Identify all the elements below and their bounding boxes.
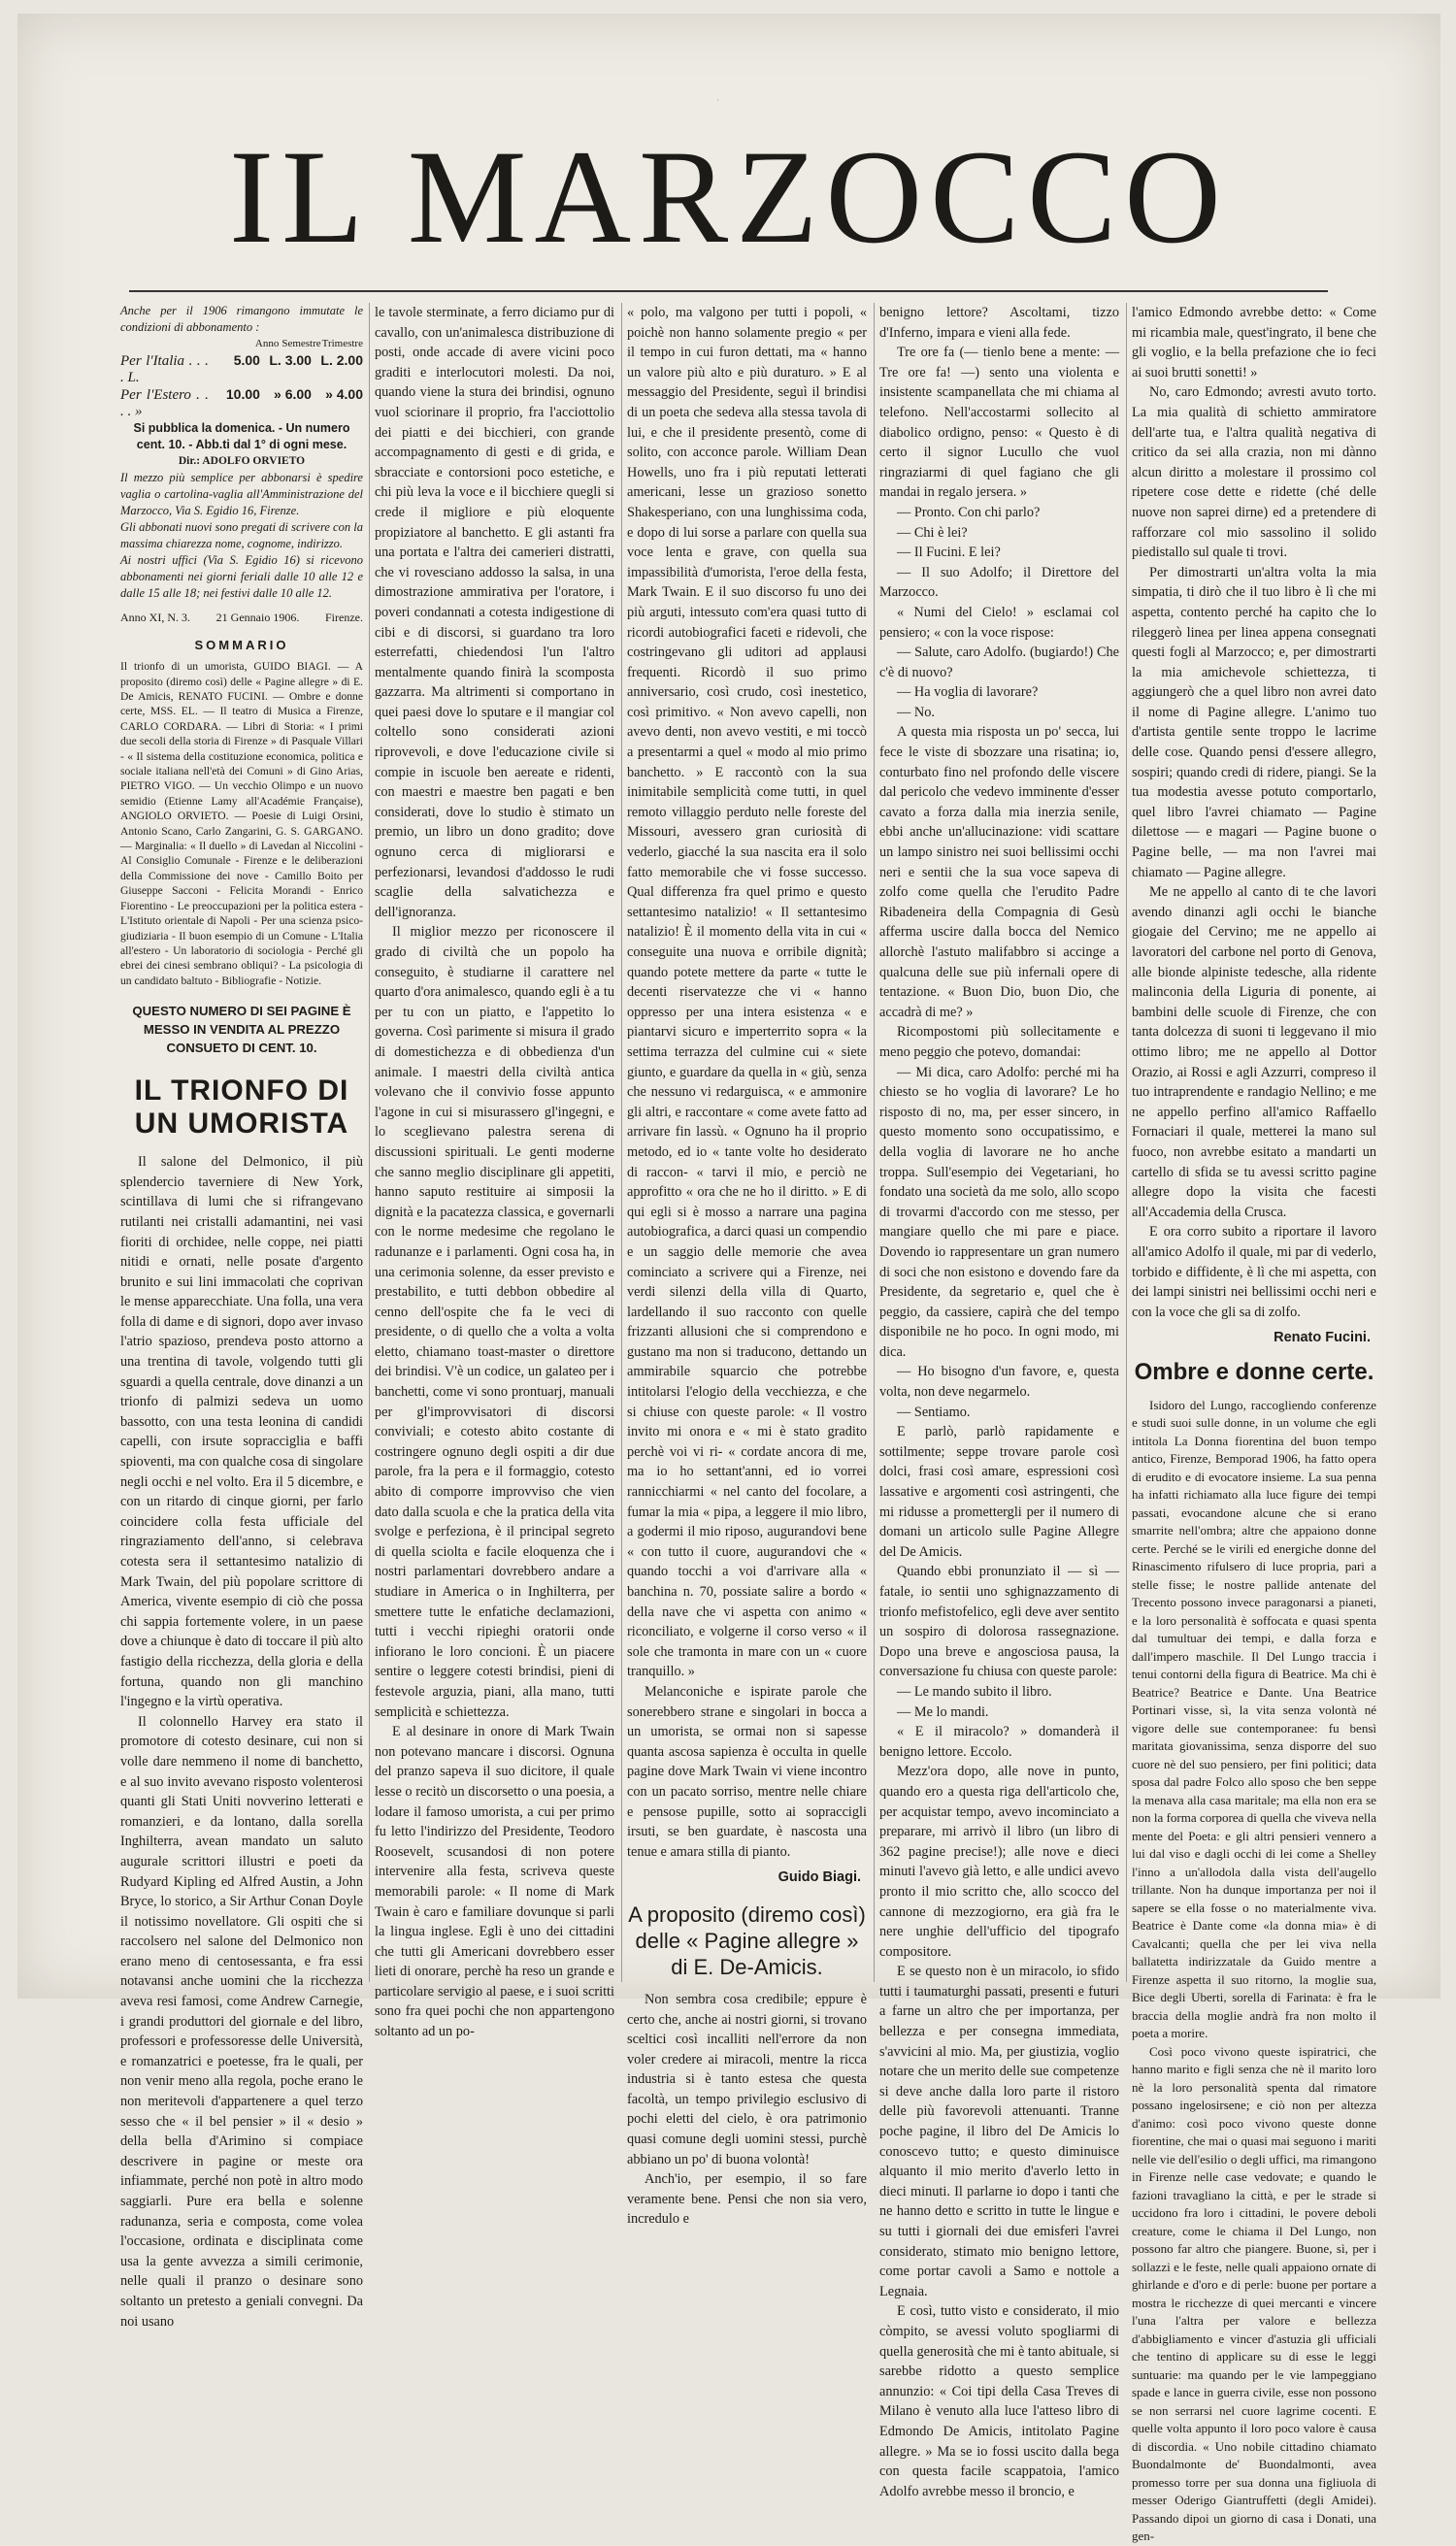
newspaper-page xyxy=(17,14,1440,2544)
issue-line xyxy=(120,608,363,628)
article-2-paragraph: No, caro Edmondo; avresti avuto torto. La mia qualità di schietto ammiratore dell'arte tua, e l'altra qualità negativa di critico da sei alla crazia, non mi dànno alcun diritto a molestare il prossimo col ripetere cose dette e ridette (ché delle nuove non saprei dirne) ed a pretendere di rafforzare col mio sassolino il solido piedistallo sul quale ti trovi. xyxy=(1132,384,1376,561)
sommario-text: Il trionfo di un umorista, GUIDO BIAGI. — A proposito (diremo così) delle « Pagine allegre » di E. De Amicis, RENATO FUCINI. — Ombre e donne certe, MSS. EL. — Il teatro di Musica a Firenze, CARLO CORDARA. — Libri di Storia: « I primi due secoli della storia di Firenze » di Pasquale Villari - « Il sistema della costituzione economica, politica e sociale italiana nell'età dei Comuni » di Gino Arias, PIETRO VIGO. — Un vecchio Olimpo e un nuovo semidio (Etienne Lamy all'Académie Française), ANGIOLO ORVIETO. — Poesie di Luigi Orsini, Antonio Scano, Carlo Zangarini, G. S. GARGANO. — Marginalia: « Il duello » di Lavedan al Niccolini - Al Consiglio Comunale - Firenze e le deliberazioni della Commissione dei nove - Camillo Boito per Giuseppe Sacconi - Felicita Morandi - Enrico Fiorentino - Le preoccupazioni per la politica estera - L'Istituto orientale di Napoli - Per una scienza psico-giudiziaria - Il buon esempio di un Comune - L'Italia all'estero - Un laboratorio di sociologia - Perché gli ebrei dei cinesi sembrano obliqui? - La psicologia di un candidato baltuto - Bibliografie - Notizie. xyxy=(120,660,363,987)
article-2-paragraph: Ricompostomi più sollecitamente e meno peggio che potevo, domandai: xyxy=(879,1024,1119,1060)
price-semestre: » 6.00 xyxy=(274,386,312,402)
article-2-paragraph: Anch'io, per esempio, il so fare veramente bene. Pensi che non sia vero, incredulo e xyxy=(627,2171,867,2228)
column-rule xyxy=(369,303,370,1982)
article-2-paragraph: — Pronto. Con chi parlo? xyxy=(897,504,1041,520)
subscription-headers xyxy=(120,336,363,352)
article-2-paragraph: Per dimostrarti un'altra volta la mia simpatia, ti dirò che il tuo libro è lì che mi aspetta, contento perché ha capito che lo rileggerò linea per linea appena consegnati questi fogli al Marzocco; e, per dimostrarti la mia amichevole schiettezza, ti aggiungerò che a quel libro non avrei dato il nome di Pagine allegre. L'animo tuo d'artista gentile sente troppo le lacrime delle cose. Quando pensi d'essere allegro, sospiri; quando credi di ridere, piangi. Se la tua modestia avesse potuto comportarlo, quel libro l'avrei chiamato — Pagine dilettose — e magari — Pagine buone o Pagine belle, — ma non l'avrei mai chiamato — Pagine allegre. xyxy=(1132,564,1376,880)
column-3 xyxy=(627,303,867,2228)
article-1-paragraph: Il colonnello Harvey era stato il promotore di cotesto desinare, cui non si volle dare nemmeno il nome di banchetto, e al suo invito avevano risposto volenterosi quanti gli Stati Uniti novverino letterati e romanzieri, e da lontano, dalla sorella Inghilterra, avean mandato un saluto augurale scrittori illustri e poeti da Rudyard Kipling ed Alfred Austin, a John Bryce, lo storico, a Sir Arthur Conan Doyle il notissimo novellatore. Gli ospiti che si raccolsero nel salone del Delmonico non erano meno di centosessanta, e fra essi notavansi anche uomini che la ricchezza aveva resi famosi, come Andrew Carnegie, i grandi produttori del giornale e del libro, professori e professoresse delle Università, e romanzatrici e poetesse, fra le quali, per non venir meno alla regola, poche erano le non meritevoli d'appartenere a quel terzo sesso che « il bel pensier » il « desio » della bella d'Arimino si compiace descrivere in pagine or meste ora infiammate, perché non potè in altro modo saggiarli. Pure era bella e solenne radunanza, seria e composta, come volea l'occasione, ordinata e disciplinata come usa la gente avvezza a simili cerimonie, nelle quali il pranzo o desinare sono soltanto un pretesto a geniali convegni. Da noi usano xyxy=(120,1713,363,2330)
publication-line: Si pubblica la domenica. - Un numero cent. 10. - Abb.ti dal 1° di ogni mese. xyxy=(133,421,350,451)
article-1-paragraph: Melanconiche e ispirate parole che sonerebbero strane e singolari in bocca a un umorista, se ormai non si sapesse quanta ascosa sapienza è occulta in quelle pagine dove Mark Twain vi viene incontro con un pacato sorriso, mentre nelle chiare e pensose pupille, sotto ai sopraccigli irsuti, se ben guardate, è nascosta una tenue e amara stilla di pianto. xyxy=(627,1683,867,1860)
article-2-paragraph: — Mi dica, caro Adolfo: perché mi ha chiesto se ho voglia di lavorare? Le ho risposto di no, ma, per esser sincero, in questo momento sono occupatissimo, e della voglia di lavorare ne ho anche troppa. Sull'esempio dei Vegetariani, ho fondato una società da me solo, allo scopo di trovarmi d'accordo con me stesso, per mangiare quello che mi pare e piace. Dovendo io rappresentare un gran numero di soci che non esistono e dovendo fare da Presidente, da segretario e, quel che è peggio, da cassiere, capirà che del tempo disponibile ne ho poco. In ogni modo, mi dica. xyxy=(879,1064,1119,1360)
price-anno: 10.00 xyxy=(225,386,260,402)
price-label-italia: Per l'Italia . . . . L. xyxy=(120,353,209,385)
article-2-paragraph: Me ne appello al canto di te che lavori avendo dinanzi agli occhi le bianche giogaie del Cervino; me ne appello ai lavoratori del carbone nel porto di Genova, alle bionde alpiniste tedesche, alla ridente malinconia della Liguria di ponente, ai bambini delle scuole di Firenze, che con tanta dolcezza di suoni ti leggevano il mio ottimo libro; me ne appello al Dottor Orazio, ai Rossi e agli Azzurri, compreso il tuo intraprendente e randagio Nellino; e me ne appello perfino all'amico Raffaello Fornaciari il quale, metterei la mano sul fuoco, non avrebbe esitato a mandarti un cartello di sfida se tu avessi scritto pagine allegre dopo la visita che facesti all'Accademia della Crusca. xyxy=(1132,884,1376,1220)
price-semestre: L. 3.00 xyxy=(269,352,312,368)
subscription-write: Gli abbonati nuovi sono pregati di scrivere con la massima chiarezza nome, cognome, indirizzo. xyxy=(120,520,363,550)
article-2-paragraph: Quando ebbi pronunziato il — sì — fatale, io sentii uno sghignazzamento di trionfo mefistofelico, egli deve aver sentito un sospiro di dolorosa rassegnazione. Dopo una breve e angosciosa pausa, la conversazione fu chiusa con queste parole: xyxy=(879,1564,1119,1680)
article-2-author: Renato Fucini. xyxy=(1274,1330,1371,1346)
article-1-paragraph: « polo, ma valgono per tutti i popoli, « poichè non hanno solamente pregio « per il tempo in cui furon dettati, ma « hanno un valore più alto e più duraturo. » E al messaggio del Presidente, seguì il brindisi di un poeta che sedeva alla stessa tavola di lui, e che il presidente presentò, come di solito, con acconce parole. William Dean Howells, uno fra i più reputati letterati americani, lesse un grazioso sonetto Shakesperiano, con una lunghissima coda, e dopo di lui sorse a parlare con quella sua voce lenta e grave, con quella sua impassibilità d'umorista, l'eroe della festa, Mark Twain. E il suo discorso fu uno dei più arguti, intessuto com'era quasi tutto di ricordi autobiografici faceti e ridevoli, che costringevano gli uditori ad applausi frequenti. Ricordò il suo primo anniversario, così crudo, così inestetico, così primitivo. « Non avevo capelli, non avevo denti, non avevo vestiti, e mi toccò a presentarmi a quel « modo al mio primo banchetto. » E raccontò con la sua inimitabile semplicità come tutti, in quel remoto villaggio perduto nelle foreste del Missouri, avessero gran curiosità di vederlo, giacché la sua nascita era il solo fatto memorabile che vi fosse successo. Qual differenza fra quel primo e questo settantesimo natalizio! « Il settantesimo natalizio! È il momento della vita in cui « conseguite una nuova e orribile dignità; quando potete mettere da parte « tutte le decenti riservatezze che vi « hanno oppresso per una intera esistenza « e piantarvi sicuro e imperterrito sopra « la settima terrazza del culmine cui « siete giunto, e guardare da quella in « giù, senza che nessuno vi redarguisca, « e ammonire gli altri, e raccontare « come avete fatto ad arrivare fin lassù. « Ognuno ha il proprio metodo, ed io « tante volte ho desiderato di raccon- « tarvi il mio, e perciò ne approfitto « ora che ne ho il diritto. » E di qui egli si è mosso a narrare una pagina autobiografica, a darci quasi un compendio e un saggio delle memorie che avea cominciato a scrivere qui a Firenze, nei verdi silenzi della villa di Quarto, lardellando il suo racconto con quelle frizzanti allusioni che si comprendono e gustano ma non si traducono, dettando un ammirabile squarcio che potrebbe intitolarsi l'elogio della vecchiezza, e che si chiuse con queste parole: « Il vostro invito mi onora e « mi è stato gradito perchè voi vi ri- « cordate ancora di me, ma io ho settant'anni, ed io vorrei rannicchiarmi « nel canto del focolare, a fumar la mia « pipa, a leggere il mio libro, a godermi il mio riposo, augurandovi bene « con tutto il cuore, augurandovi che « quando tocchi a voi d'arrivare alla « banchina n. 70, possiate salire a bordo « della nave che vi aspetta con animo « riconciliato, e volgerne il corso verso « il sole che tramonta in mare con un « cuore tranquillo. » xyxy=(627,305,867,1680)
article-2-paragraph: l'amico Edmondo avrebbe detto: « Come mi ricambia male, quest'ingrato, il bene che gli voglio, e la bella prefazione che io feci ai suoi brutti sonetti! » xyxy=(1132,305,1376,380)
column-4 xyxy=(879,303,1119,2499)
faint-header-mark: · xyxy=(716,95,721,105)
article-2-paragraph: « E il miracolo? » domanderà il benigno lettore. Eccolo. xyxy=(879,1724,1119,1760)
subscription-offices: Ai nostri uffici (Via S. Egidio 16) si ricevono abbonamenti nei giorni feriali dalle 10 alle 12 e dalle 15 alle 18; nei festivi dalle 10 alle 12. xyxy=(120,553,363,600)
price-trimestre: L. 2.00 xyxy=(320,352,363,368)
article-2-paragraph: E così, tutto visto e considerato, il mio còmpito, se avessi voluto spogliarmi di quella generosità che mi è tanto abituale, si sarebbe ridotto a questo semplice annunzio: « Coi tipi della Casa Treves di Milano è venuto alla luce l'atteso libro di Edmondo De Amicis, intitolato Pagine allegre. » Ma se io fossi uscito dalla bega con questa facile scappatoia, l'amico Adolfo avrebbe messo il broncio, e xyxy=(879,2303,1119,2499)
subscription-box xyxy=(120,303,363,602)
article-3-paragraph: Isidoro del Lungo, raccogliendo conferenze e studi suoi sulle donne, in un volume che egli intitola La Donna fiorentina del buon tempo antico, Firenze, Bemporad 1906, ha fatto opera di erudito e di evocatore insieme. La sua penna ha infatti richiamato alla luce figure dei tempi passati, evocandone alcune che si erano smarrite nell'ombra; altre che appaiono donne certe. Perché se le virili ed energiche donne del Rinascimento rifulsero di luce propria, pari a stelle fisse; le nostre pallide antenate del Trecento possono invece paragonarsi a pianeti, e la loro personalità è soffocata e quasi spenta dal tumultuar dei tempi, e dalla forza e dall'impero maschile. Il Del Lungo traccia i tenui contorni della figura di Beatrice. Ma chi è Beatrice? Beatrice e Dante. Una Beatrice Portinari visse, sì, la vita senza volontà né vigore delle sue contemporanee: fu bensì maritata giovanissima, senza disporre del suo cuore nè del suo pensiero, per fini politici; data sposa dal padre Folco allo sposo che ben seppe la menava alla casa maritale; ma ella non era se non la forma corporea di quella che viveva nella mente del Poeta: e gli altri pensieri vennero a lui dal viso e dagli occhi di lei come a Shelley l'inno a un'allodola dalla vista dell'augello trillante. Non ha dunque importanza per noi il sapere se ella fosse o no materialmente viva. Beatrice è Dante come «la donna mia» è di Cavalcanti; quella che per lei viva nella ballatetta indirizzatale da Guido mentre a Firenze aspetta il suo ritorno, la moglie sua, Bice degli Uberti, sorella di Farinata: è fra le braccia della moglie andrà fra non molto il poeta a morire. xyxy=(1132,1397,1376,2041)
issue-city: Firenze. xyxy=(325,611,363,624)
article-2-paragraph: — Il Fucini. E lei? xyxy=(897,545,1001,561)
article-1-paragraph: Il salone del Delmonico, il più splendercio taverniere di New York, scintillava di lumi che si rifrangevano rutilanti nei cristalli adamantini, nei vasi fioriti di orchidee, nelle coppe, nei piatti nitidi e ornati, nelle posate d'argento brunito e sui lini immacolati che coprivan le mense apparecchiate. Una folla, una vera folla di dame e di signori, dopo aver invaso l'atrio spazioso, prendeva posto attorno a una trentina di tavole, volgendo tutti gli sguardi a quella centrale, dove dinanzi a un trionfo di palmizi sedeva un uomo bassotto, con una testa leonina di candidi capelli, con irsute sopracciglia e baffi spioventi, ma con qualche cosa di singolare negli occhi e nel volto. Era il 5 dicembre, e con un ritardo di cinque giorni, per farlo coincidere colla festa ufficiale del ringraziamento dell'anno, si celebrava cotesta sera il settantesimo natalizio di Mark Twain, del più popolare scrittore di America, vivente esempio di ciò che possa chi sappia fortemente volere, in un paese dove a chiunque è dato di toccare il più alto fastigio della ricchezza, della gloria e della fortuna, quando non gli manchino l'ingegno e la virtù operativa. xyxy=(120,1154,363,1710)
article-2-paragraph: E se questo non è un miracolo, io sfido tutti i taumaturghi passati, presenti e futuri a farne un altro che per importanza, per bellezza e per consegna immediata, s'avvicini al mio. Ma, per giustizia, voglio notare che un merito delle sue competenze si deve anche dalla loro parte il ristoro delle più favorevoli attenuanti. Tranne poche pagine, il libro del De Amicis lo conoscevo tutto; e questo diminuisce alquanto il mio merito d'averlo letto in dieci minuti. Il parlarne io dopo i tanti che ne hanno detto e scritto in tutte le lingue e su tutti i giornali dei due emisferi l'avrei considerato, stimato mio benigno lettore, come portar cavoli a Samo e nottole a Legnaia. xyxy=(879,1964,1119,2299)
article-2-paragraph: E ora corro subito a riportare il lavoro all'amico Adolfo il quale, mi par di vederlo, torbido e diffidente, è lì che mi aspetta, con dei lampi sinistri nei bellissimi occhi neri e con la voce che gli sa di zolfo. xyxy=(1132,1224,1376,1320)
issue-date: 21 Gennaio 1906. xyxy=(215,611,300,624)
article-1-author: Guido Biagi. xyxy=(778,1869,861,1886)
price-label-estero: Per l'Estero . . . . » xyxy=(120,387,209,419)
subscription-intro: Anche per il 1906 rimangono immutate le condizioni di abbonamento : xyxy=(120,304,363,334)
article-2-paragraph: — No. xyxy=(897,704,935,720)
price-notice: QUESTO NUMERO DI SEI PAGINE È MESSO IN VENDITA AL PREZZO CONSUETO DI CENT. 10. xyxy=(132,1004,351,1056)
masthead-block xyxy=(17,122,1440,271)
article-1-paragraph: E al desinare in onore di Mark Twain non potevano mancare i discorsi. Ognuna del pranzo sapeva il suo dicitore, il quale lesse o recitò un discorsetto o una poesia, a lodare il famoso umorista, a cui per primo fu letto l'indirizzo del Presidente, Teodoro Roosevelt, scusandosi di non potere intervenire alla festa, scriveva queste memorabili parole: « Il nome di Mark Twain è caro e familiare dovunque si parli la lingua inglese. Egli è uno dei cittadini che tutti gli Americani dovrebbero esser lieti di onorare, perchè ha reso un grande e particolare servigio al paese, e i suoi scritti sono fra quei pochi che non appartengono soltanto ad un po- xyxy=(375,1724,614,2040)
article-1-paragraph: Il miglior mezzo per riconoscere il grado di civiltà che un popolo ha conseguito, è studiarne il carattere nel quarto d'ora animalesco, quando egli è a tu per tu con un piatto, e l'appetito lo governa. Così parimente si misura il grado di domestichezza e di obbedienza d'un animale. I maestri della civiltà antica volevano che il convivio fosse appunto l'agone in cui si misurassero gl'ingegni, e lo sceglievano palestra serena di discussioni spirituali. Le genti moderne che sanno meglio disciplinare gli appetiti, hanno saputo restituire ai simposii la dignità e la pacatezza classica, e governarli con le norme medesime che regolano le radunanze e i parlamenti. Ogni cosa ha, in una cerimonia solenne, da esser previsto e prestabilito, e tutti debbon obbedire al cenno dell'ospite che fa le veci di presidente, o di quello che a volta a volta eletto, chiamano toast-master o direttore dei brindisi. V'è un codice, un galateo per i banchetti, come vi sono prontuarj, manuali per gl'improvvisatori di discorsi conviviali; e cotesto abito costante di costringere ognuno degli ospiti a dir due parole, fra la pera e il formaggio, cotesto abito di comporre improvviso che vien dato dalla scuola e che la pratica della vita svolge e perfeziona, è il principal segreto di quella sciolta e facile eloquenza che i nostri parlamentari dovrebbero andare a studiare in America o in Inghilterra, per smettere tutte le enfatiche declamazioni, tutti i vecchi ripieghi oratorii onde infiorano le loro concioni. È un piacere sentire o leggere cotesti brindisi, pieni di festevole arguzia, piani, alla mano, tutti semplicità e schiettezza. xyxy=(375,924,614,1720)
article-2-paragraph: — Le mando subito il libro. xyxy=(897,1683,1052,1700)
article-2-paragraph: Non sembra cosa credibile; eppure è certo che, anche ai nostri giorni, si trovano sceltici così incalliti nell'errore da non voler credere ai miracoli, mentre la ricca industria si è tanto estesa che questa facoltà, un tempo privilegio esclusivo di pochi eletti del cielo, è ora patrimonio quasi comune degli uomini stessi, purchè abbiano un po' di buona volontà! xyxy=(627,1991,867,2167)
article-3-paragraph: Così poco vivono queste ispiratrici, che hanno marito e figli senza che nè il marito loro nè la loro personalità spenta dal rimatore possano ingelosirsene; e ciò non per altezza d'animo: così poco vivono queste donne fiorentine, che mai o quasi mai seguono i mariti nelle vie dell'esilio o degli uffici, ma rimangono in Firenze nelle case vedovate; e quando le fazioni travagliano la città, e per le strade si uccidono fra loro i cittadini, le povere deboli creature, come le chiama il Del Lungo, non possono far altro che piangere. Buone, sì, per i sollazzi e le feste, nelle quali appaiono ornate di ghirlande e d'oro e di perle: buone per portare a mostra le ricchezze di quei mercanti e vincere l'una l'altra per valore e bellezza d'abbigliamento e vincer d'astuzia gli ufficiali che tentino di applicare su di esse le leggi suntuarie: ma quando per le vie lampeggiano spade e lance in guerra civile, esse non possono se non serrarsi nel cuore lagrime cocenti. E quelle volta appunto il loro poco valore è causa di discordia. « Uno nobile cittadino chiamato Buondalmonte de' Buondalmonti, avea promesso torre per sua donna una figliuola di messer Oderigo Giantruffetti (degli Amidei). Passando dipoi un giorno di casa i Donati, una gen- xyxy=(1132,2043,1376,2544)
price-row-italia xyxy=(120,352,363,386)
article-2-paragraph: Mezz'ora dopo, alle nove in punto, quando ero a questa riga dell'articolo che, per acquistar tempo, avevo incominciato a preparare, mi arrivò il libro (un libro di 362 pagine precise!); alle nove e dieci minuti l'avevo già letto, e alle undici avevo pronto il mio scritto che, allo scocco del cannone di mezzogiorno, era già fra le nere unghie dell'ufficio del tipografo compositore. xyxy=(879,1764,1119,1960)
director-line: Dir.: ADOLFO ORVIETO xyxy=(178,455,306,467)
article-2-paragraph: — Ho bisogno d'un favore, e, questa volta, non deve negarmelo. xyxy=(879,1364,1119,1401)
article-2-paragraph: « Numi del Cielo! » esclamai col pensiero; « con la voce rispose: xyxy=(879,604,1119,641)
column-1 xyxy=(120,303,363,2330)
article-2-title: A proposito (diremo così) delle « Pagine allegre » di E. De-Amicis. xyxy=(628,1901,866,1979)
article-2-paragraph: A questa mia risposta un po' secca, lui fece le viste di sbozzare una risatina; io, conturbato fino nel profondo delle viscere dal pericolo che vedevo imminente d'esser cavato a forza dalla mia inerzia senile, ebbi anche un'allucinazione: vidi scattare un lampo sinistro nei suoi bellissimi occhi neri e sentii che la sua voce sapeva di zolfo come quella che l'erudito Padre Ribadeneira della Compagnia di Gesù afferma uscire dalla bocca del Nemico allorchè l'astuto malifabbro si accinge a qualcuna delle sue più infernali opere di tentazione. « Buon Dio, buon Dio, che accadrà di me? » xyxy=(879,724,1119,1020)
article-2-paragraph: — Salute, caro Adolfo. (bugiardo!) Che c'è di nuovo? xyxy=(879,645,1119,680)
sommario-title: SOMMARIO xyxy=(194,637,289,652)
header-semestre: Semestre xyxy=(281,338,321,349)
column-rule xyxy=(1126,303,1127,1982)
column-rule xyxy=(621,303,622,1982)
article-2-paragraph: — Ha voglia di lavorare? xyxy=(897,684,1039,701)
masthead: IL MARZOCCO xyxy=(229,122,1229,271)
price-anno: 5.00 xyxy=(233,352,260,368)
article-1-title: IL TRIONFO DI UN UMORISTA xyxy=(134,1075,349,1141)
price-row-estero xyxy=(120,386,363,420)
article-2-paragraph: — Il suo Adolfo; il Direttore del Marzocco. xyxy=(879,564,1119,601)
subscription-mode: Il mezzo più semplice per abbonarsi è spedire vaglia o cartolina-vaglia all'Amministrazione del Marzocco, Via S. Egidio 16, Firenze. xyxy=(120,471,363,517)
header-trimestre: Trimestre xyxy=(321,338,363,349)
article-2-paragraph: — Sentiamo. xyxy=(897,1404,971,1420)
article-3-title: Ombre e donne certe. xyxy=(1134,1358,1374,1385)
article-2-paragraph: Tre ore fa (— tienlo bene a mente: — Tre ore fa! —) sento una violenta e insistente scampanellata che mi chiama al telefono. Nell'accostarmi sollecito al diabolico ordigno, penso: « Questo è di certo il signor Lucullo che vuol ringraziarmi di quel fagiano che gli mandai in regalo jersera. » xyxy=(879,345,1119,501)
column-5 xyxy=(1132,303,1376,2544)
article-2-paragraph: — Me lo mandi. xyxy=(897,1703,989,1720)
masthead-rule xyxy=(129,290,1328,292)
price-trimestre: » 4.00 xyxy=(325,386,363,402)
article-2-paragraph: E parlò, parlò rapidamente e sottilmente; seppe trovare parole così dolci, frasi così amare, espressioni così lassative e argomenti così astringenti, che mi ridusse a promettergli per il numero di domani un articolo sulle Pagine Allegre del De Amicis. xyxy=(879,1424,1119,1560)
header-anno: Anno xyxy=(254,338,280,349)
issue-number: Anno XI, N. 3. xyxy=(120,611,190,624)
column-2 xyxy=(375,303,614,2040)
article-1-paragraph: le tavole sterminate, a ferro diciamo pur di cavallo, con un'animalesca distribuzione di posti, onde accade di avere vicini poco graditi e interlocutori molesti. Da noi, quando viene la stura dei brindisi, ognuno vuol sciorinare il proprio, fra l'acciottolio dei piatti e dei bicchieri, con grande accompagnamento di gesti e di grida, e sbracciate e contorsioni poco estetiche, e chi più leva la voce e il bicchiere quegli si crede il migliore e più eloquente propiziatore al banchetto. E gli astanti fra una portata e l'altra dei camerieri distratti, che vi rovesciano addosso la salsa, in una dimostrazione ammirativa per l'oratore, i poveri condannati a cotesta indigestione di cibi e di discorsi, si guardano tra loro esterrefatti, chiedendosi l'un l'altro mentalmente quando finirà la scomposta gazzarra. Ma altrimenti si comportano in quei paesi dove lo sputare e il mangiar col coltello sono considerati azioni riprovevoli, e dove l'educazione civile si compie in iscuole ben aereate e ridenti, con maestri e maestre ben pagati e ben considerati, dove lo studio è stimato un premio, un libro un dono gradito; dove ognuno cerca di migliorarsi e perfezionarsi, levandosi d'addosso le rudi scaglie della salvatichezza e dell'ignoranza. xyxy=(375,305,614,920)
article-2-paragraph: — Chi è lei? xyxy=(897,524,968,541)
column-rule xyxy=(874,303,875,1982)
article-2-paragraph: benigno lettore? Ascoltami, tizzo d'Inferno, impara e vieni alla fede. xyxy=(879,305,1119,341)
